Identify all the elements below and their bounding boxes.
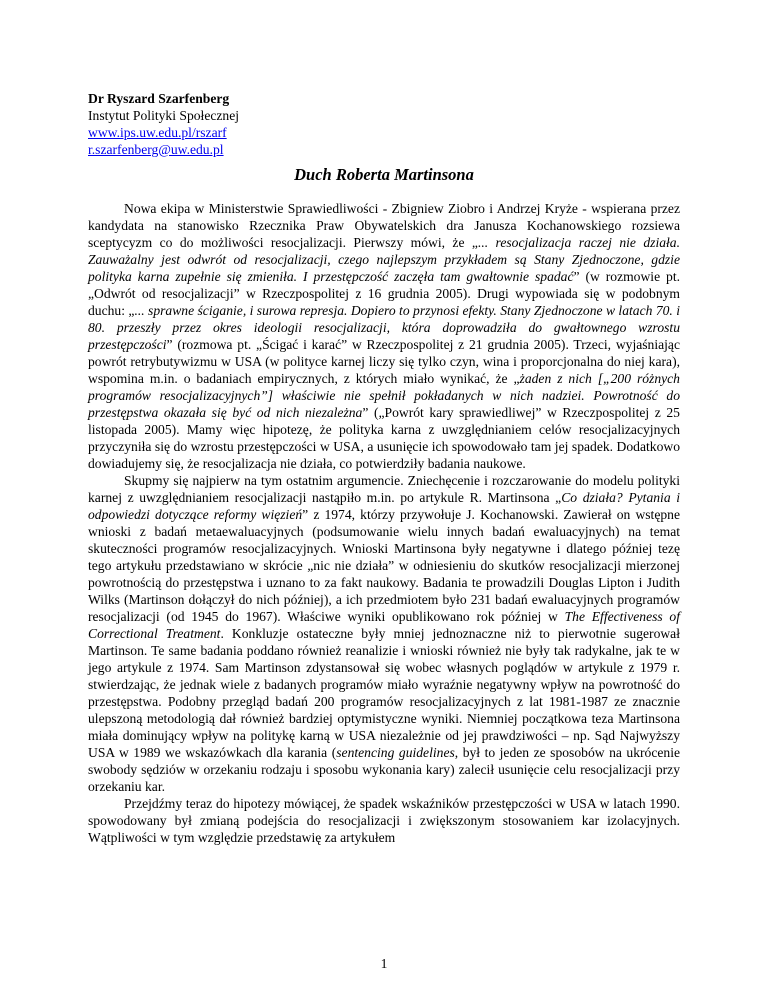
paragraph-3: Przejdźmy teraz do hipotezy mówiącej, że spadek wskaźników przestępczości w USA w latach 1990. spowodowany był zmianą podejścia do resocjalizacji i zwiększonym stosowaniem kar izolacyjnych. Wątpliwości w tym względzie przedstawię za artykułem xyxy=(88,796,680,845)
document-body xyxy=(88,200,680,846)
email-link[interactable]: r.szarfenberg@uw.edu.pl xyxy=(88,142,224,157)
document-title: Duch Roberta Martinsona xyxy=(294,165,474,184)
page-number: 1 xyxy=(380,956,388,971)
author-header xyxy=(88,90,239,158)
author-name: Dr Ryszard Szarfenberg xyxy=(88,91,230,106)
author-institute: Instytut Polityki Społecznej xyxy=(88,108,240,123)
website-link[interactable]: www.ips.uw.edu.pl/rszarf xyxy=(88,125,227,140)
paragraph-1: Nowa ekipa w Ministerstwie Sprawiedliwości - Zbigniew Ziobro i Andrzej Kryże - wspierana przez kandydata na stanowisko Rzecznika Praw Obywatelskich dra Janusza Kochanowskiego rozsiewa sceptycyzm co do możliwości resocjalizacji. Pierwszy mówi, że „... resocjalizacja raczej nie działa. Zauważalny jest odwrót od resocjalizacji, czego najlepszym przykładem są Stany Zjednoczone, gdzie polityka karna zupełnie się zmieniła. I przestępczość zaczęła tam gwałtownie spadać” (w rozmowie pt. „Odwrót od resocjalizacji” w Rzeczpospolitej z 16 grudnia 2005). Drugi wypowiada się w podobnym duchu: „... sprawne ściganie, i surowa represja. Dopiero to przynosi efekty. Stany Zjednoczone w latach 70. i 80. przeszły przez okres ideologii resocjalizacji, która doprowadziła do gwałtownego wzrostu przestępczości” (rozmowa pt. „Ścigać i karać” w Rzeczpospolitej z 21 grudnia 2005). Trzeci, wyjaśniając powrót retrybutywizmu w USA (w polityce karnej liczy się tylko czyn, wina i proporcjonalna do niej kara), wspomina m.in. o badaniach empirycznych, z których miało wynikać, że „żaden z nich [„200 różnych programów resocjalizacyjnych”] właściwie nie spełnił pokładanych w nich nadziei. Powrotność do przestępstwa okazała się być od nich niezależna” („Powrót kary sprawiedliwej” w Rzeczpospolitej z 25 listopada 2005). Mamy więc hipotezę, że polityka karna z uwzględnianiem celów resocjalizacyjnych przyczyniła się do wzrostu przestępczości w USA, a usunięcie ich spowodowało tam jej spadek. Dodatkowo dowiadujemy się, że resocjalizacja nie działa, co potwierdziły badania naukowe. xyxy=(88,201,680,471)
paragraph-2: Skupmy się najpierw na tym ostatnim argumencie. Zniechęcenie i rozczarowanie do modelu polityki karnej z uwzględnianiem resocjalizacji nastąpiło m.in. po artykule R. Martinsona „Co działa? Pytania i odpowiedzi dotyczące reformy więzień” z 1974, którzy przywołuje J. Kochanowski. Zawierał on wstępne wnioski z badań metaewaluacyjnych (podsumowanie wielu innych badań ewaluacyjnych) na temat skuteczności programów resocjalizacyjnych. Wnioski Martinsona były negatywne i dlatego później tezę tego artykułu przedstawiano w skrócie „nic nie działa” w odniesieniu do skutków resocjalizacji mierzonej powrotnością do przestępstwa i uznano to za fakt naukowy. Badania te prowadzili Douglas Lipton i Judith Wilks (Martinson dołączył do nich później), a ich przedmiotem było 231 badań ewaluacyjnych programów resocjalizacji (od 1945 do 1967). Właściwe wyniki opublikowano rok później w The Effectiveness of Correctional Treatment. Konkluzje ostateczne były mniej jednoznaczne niż to pierwotnie sugerował Martinson. Te same badania poddano również reanalizie i wnioski również nie były tak radykalne, jak te w jego artykule z 1974. Sam Martinson zdystansował się wobec własnych poglądów w artykule z 1979 r. stwierdzając, że jednak wiele z badanych programów miało wyraźnie negatywny wpływ na powrotność do przestępstwa. Podobny przegląd badań 200 programów resocjalizacyjnych z lat 1981-1987 ze znacznie ulepszoną metodologią dał również bardziej optymistyczne wyniki. Niemniej początkowa teza Martinsona miała dominujący wpływ na politykę karną w USA niezależnie od jej prawdziwości – np. Sąd Najwyższy USA w 1989 we wskazówkach dla karania (sentencing guidelines, był to jeden ze sposobów na ukrócenie swobody sędziów w orzekaniu rodzaju i sposobu wykonania kary) zalecił usunięcie celu resocjalizacji przy orzekaniu kar. xyxy=(88,473,681,794)
